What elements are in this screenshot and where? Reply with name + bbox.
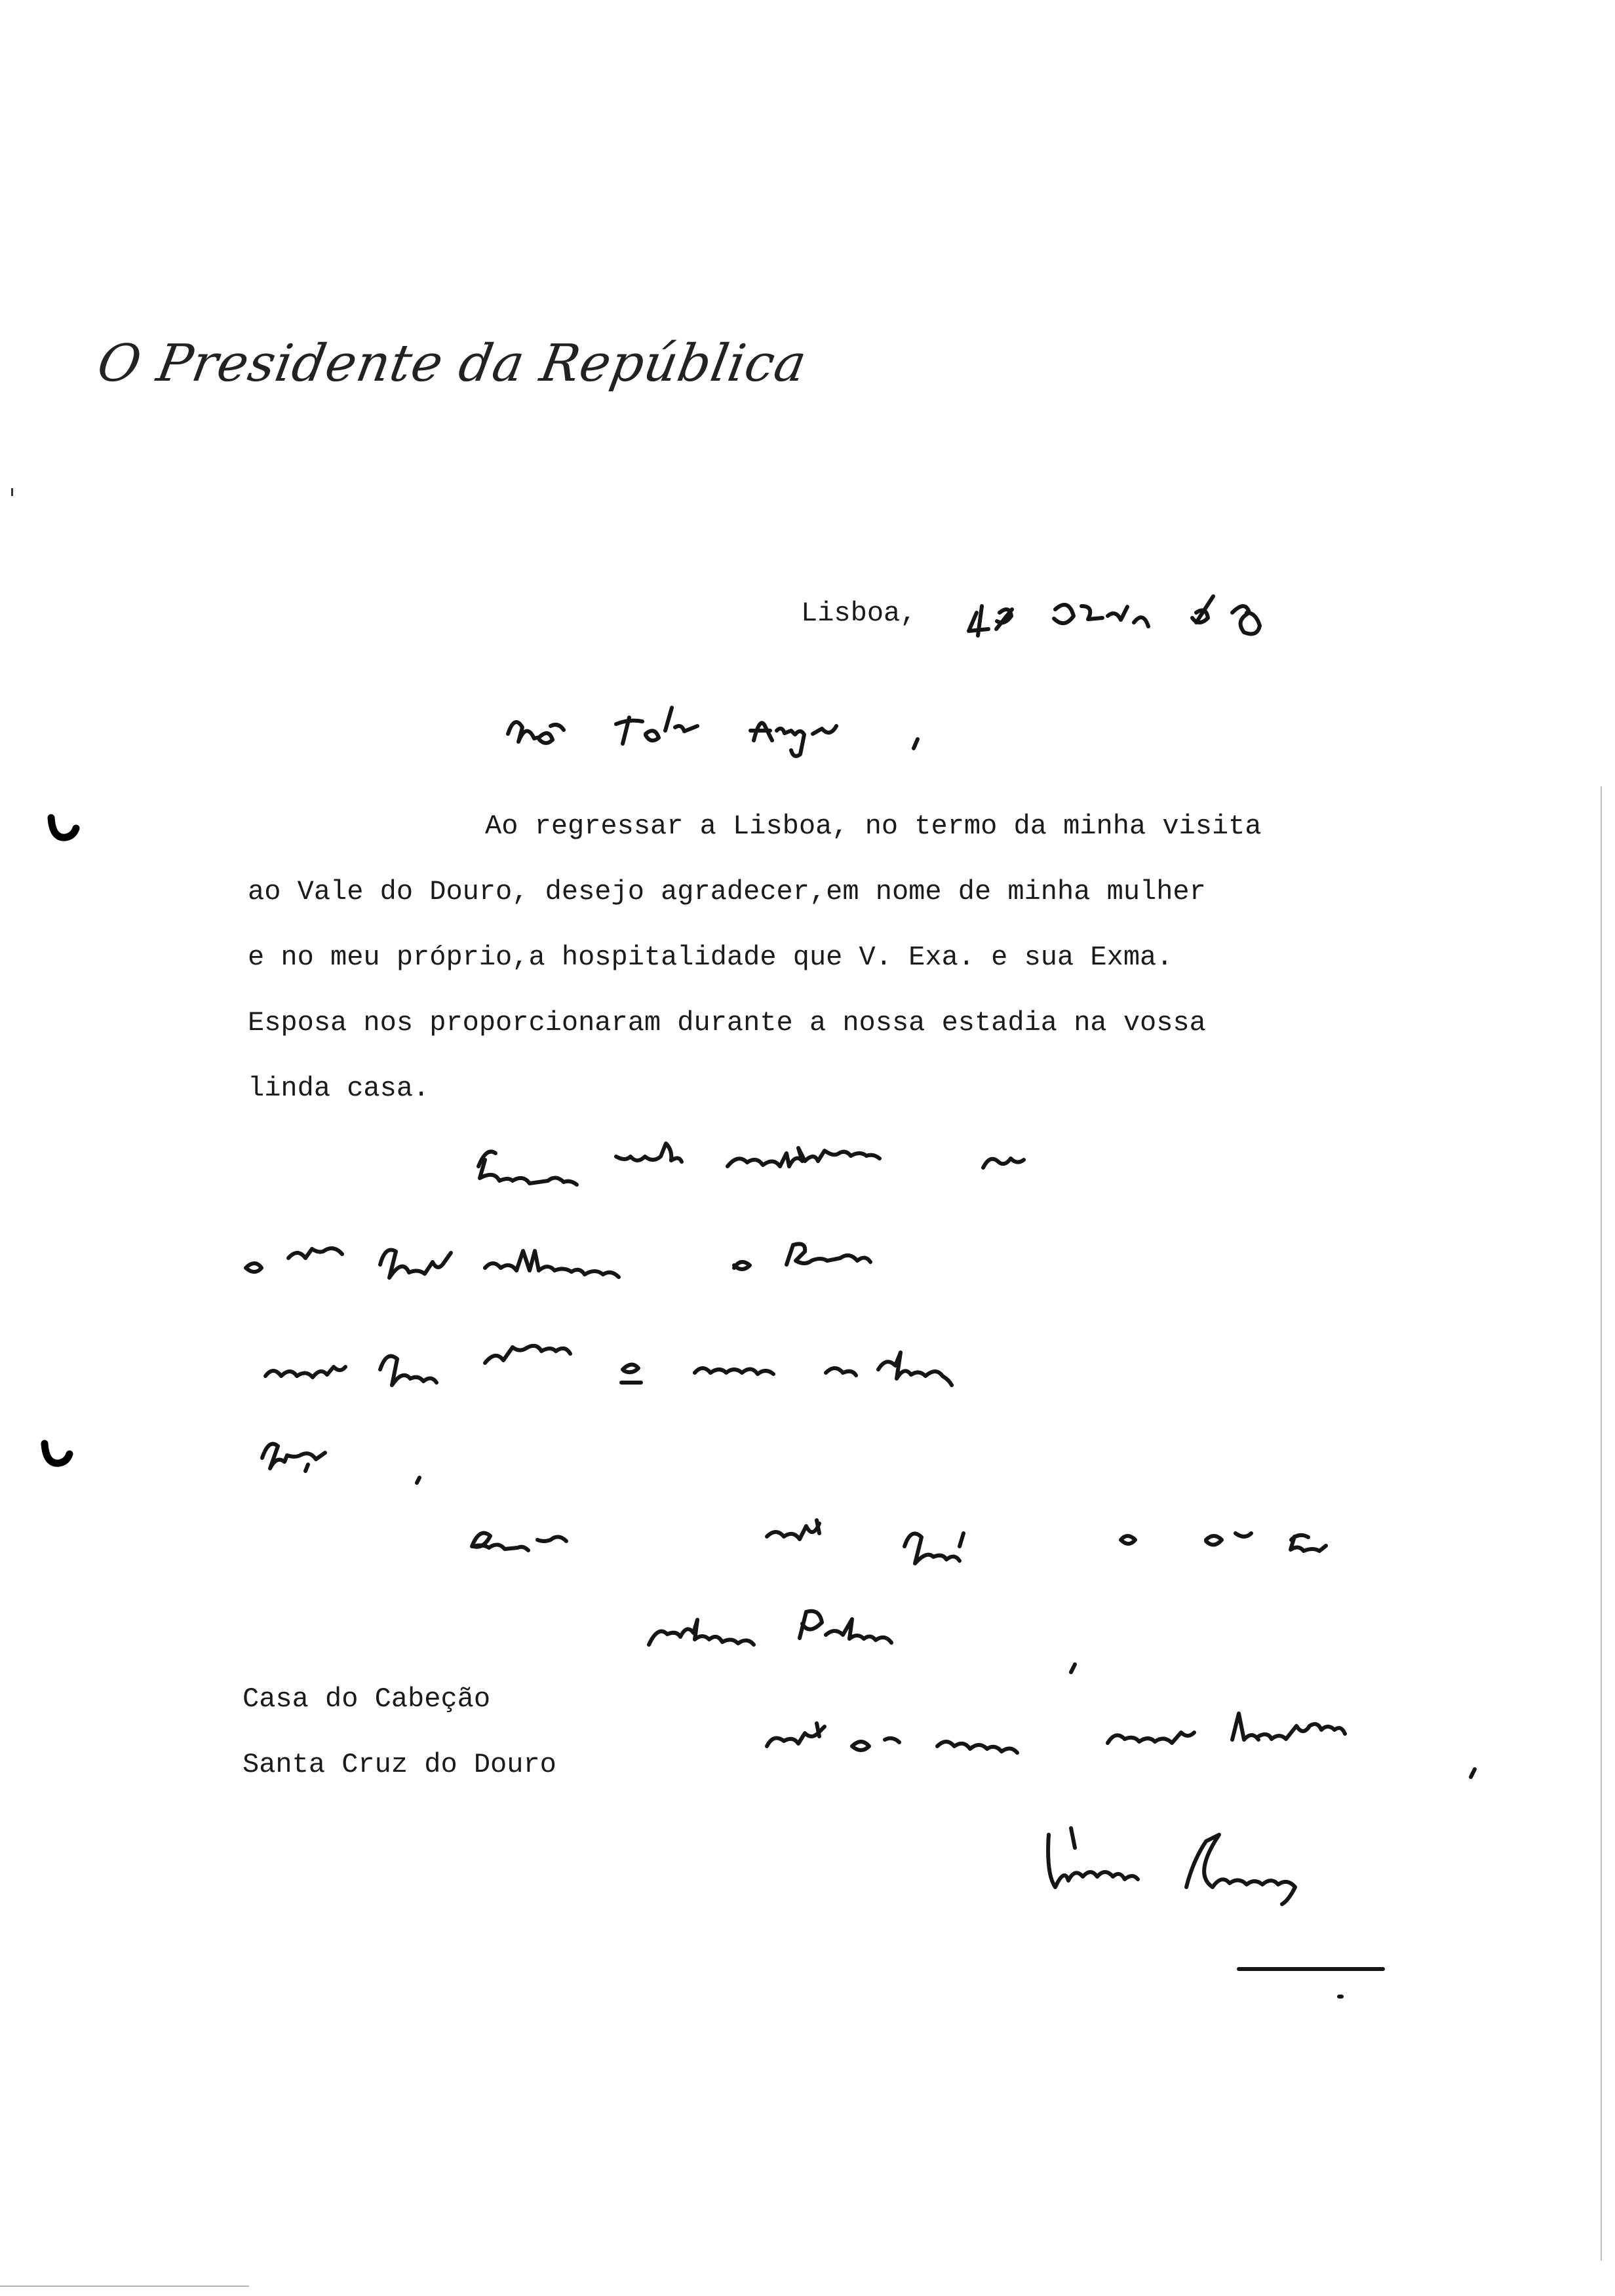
body-line-5: linda casa. [248,1073,430,1104]
place-label: Lisboa, [801,598,917,629]
page-bottom-line [0,2286,249,2287]
body-line-1: Ao regressar a Lisboa, no termo da minha visita [485,811,1262,842]
address-line-1: Casa do Cabeção [243,1683,491,1715]
page-edge-line [1601,786,1602,2261]
body-line-2: ao Vale do Douro, desejo agradecer,em nome de minha mulher [248,876,1206,908]
address-line-2: Santa Cruz do Douro [243,1749,556,1780]
body-line-4: Esposa nos proporcionaram durante a nossa estadia na vossa [248,1007,1206,1039]
letterhead: O Presidente da República [93,334,811,393]
body-line-3: e no meu próprio,a hospitalidade que V. Exa. e sua Exma. [248,942,1173,973]
